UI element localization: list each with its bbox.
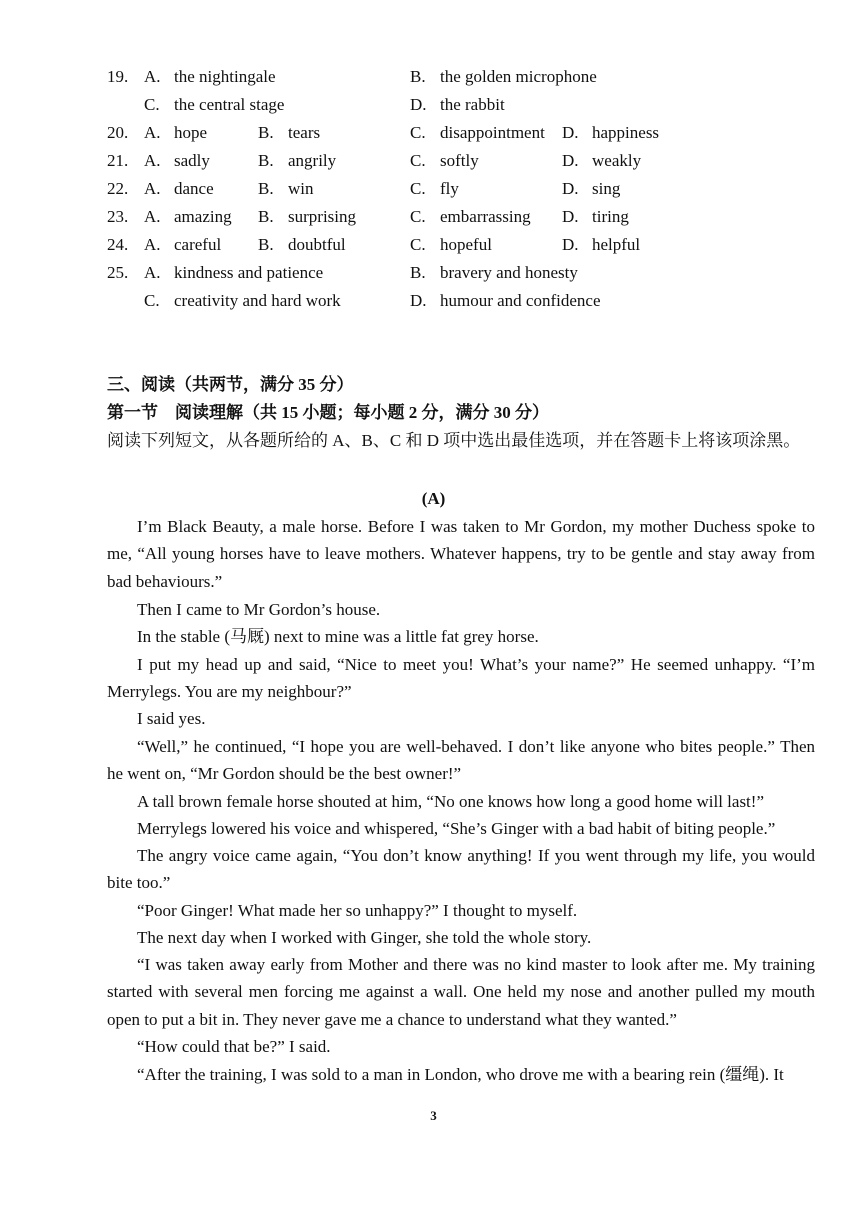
answer-option	[144, 261, 323, 285]
option-letter: D.	[410, 291, 427, 310]
answer-option	[410, 289, 601, 313]
answer-option	[258, 205, 356, 229]
section-instruction: 阅读下列短文，从各题所给的 A、B、C 和 D 项中选出最佳选项，并在答题卡上将该项涂黑。	[107, 431, 801, 450]
option-text: kindness and patience	[174, 263, 324, 282]
passage-paragraph: A tall brown female horse shouted at him, “No one knows how long a good home will last!”	[137, 792, 764, 811]
option-text: fly	[440, 179, 459, 198]
answer-option	[144, 93, 284, 117]
option-letter: B.	[258, 151, 274, 170]
option-text: humour and confidence	[440, 291, 601, 310]
answer-option	[144, 65, 276, 89]
option-text: weakly	[592, 151, 642, 170]
question-number: 20.	[107, 123, 129, 142]
answer-option	[410, 261, 578, 285]
answer-option	[410, 121, 545, 145]
passage-paragraph: “I was taken away early from Mother and there was no kind master to look after me. My training started with several men forcing me against a wall. One held my nose and another pulled my mouth open to put a bit in. They never gave me a chance to understand what they wanted.”	[107, 955, 815, 1029]
answer-option	[410, 177, 459, 201]
answer-option	[144, 121, 207, 145]
answer-option	[562, 177, 620, 201]
option-letter: B.	[258, 123, 274, 142]
option-letter: C.	[144, 95, 160, 114]
option-letter: D.	[562, 151, 579, 170]
option-text: amazing	[174, 207, 232, 226]
option-text: the rabbit	[440, 95, 505, 114]
option-letter: C.	[410, 151, 426, 170]
option-letter: B.	[258, 235, 274, 254]
option-letter: C.	[410, 207, 426, 226]
page-number: 3	[430, 1108, 437, 1123]
passage-paragraph: “How could that be?” I said.	[137, 1037, 331, 1056]
answer-option	[562, 149, 641, 173]
option-letter: A.	[144, 207, 161, 226]
answer-option	[144, 205, 232, 229]
answer-option	[410, 65, 597, 89]
option-letter: B.	[410, 67, 426, 86]
option-letter: C.	[410, 235, 426, 254]
option-text: softly	[440, 151, 479, 170]
option-text: hopeful	[440, 235, 492, 254]
passage-paragraph: I said yes.	[137, 709, 206, 728]
option-text: happiness	[592, 123, 660, 142]
option-letter: A.	[144, 123, 161, 142]
option-letter: C.	[410, 179, 426, 198]
question-number: 21.	[107, 151, 129, 170]
option-letter: A.	[144, 67, 161, 86]
passage-paragraph: “Poor Ginger! What made her so unhappy?” I thought to myself.	[137, 901, 578, 920]
option-letter: A.	[144, 263, 161, 282]
answer-option	[562, 233, 640, 257]
option-letter: B.	[258, 179, 274, 198]
answer-option	[410, 93, 505, 117]
option-text: hope	[174, 123, 208, 142]
option-text: angrily	[288, 151, 337, 170]
option-letter: D.	[562, 179, 579, 198]
passage-paragraph: “Well,” he continued, “I hope you are well-behaved. I don’t like anyone who bites people.” Then he went on, “Mr Gordon should be the best owner!”	[107, 737, 815, 784]
answer-option	[410, 233, 492, 257]
option-letter: D.	[562, 235, 579, 254]
option-text: bravery and honesty	[440, 263, 578, 282]
passage-paragraph: I’m Black Beauty, a male horse. Before I was taken to Mr Gordon, my mother Duchess spoke to me, “All young horses have to leave mothers. Whatever happens, try to be gentle and stay away from bad behaviours.”	[107, 517, 815, 591]
question-number: 24.	[107, 235, 129, 254]
option-text: tears	[288, 123, 321, 142]
option-letter: B.	[258, 207, 274, 226]
option-text: sadly	[174, 151, 210, 170]
answer-option	[258, 177, 314, 201]
answer-option	[258, 149, 336, 173]
option-text: dance	[174, 179, 214, 198]
option-text: the nightingale	[174, 67, 276, 86]
option-letter: B.	[410, 263, 426, 282]
answer-option	[410, 205, 531, 229]
question-number: 19.	[107, 67, 129, 86]
passage-paragraph: Merrylegs lowered his voice and whispered, “She’s Ginger with a bad habit of biting people.”	[137, 819, 776, 838]
option-letter: C.	[410, 123, 426, 142]
option-text: embarrassing	[440, 207, 531, 226]
answer-option	[562, 205, 629, 229]
answer-option	[258, 121, 320, 145]
option-text: the central stage	[174, 95, 285, 114]
option-text: tiring	[592, 207, 629, 226]
question-number: 22.	[107, 179, 129, 198]
option-text: disappointment	[440, 123, 545, 142]
option-letter: C.	[144, 291, 160, 310]
passage-paragraph: The angry voice came again, “You don’t know anything! If you went through my life, you would bite too.”	[107, 846, 815, 893]
answer-option	[144, 177, 214, 201]
option-letter: D.	[562, 123, 579, 142]
question-number: 23.	[107, 207, 129, 226]
option-letter: D.	[562, 207, 579, 226]
option-text: doubtful	[288, 235, 346, 254]
answer-option	[144, 289, 341, 313]
option-text: win	[288, 179, 314, 198]
section-heading: 三、阅读（共两节，满分 35 分）	[107, 375, 354, 394]
option-letter: A.	[144, 151, 161, 170]
passage-paragraph: Then I came to Mr Gordon’s house.	[137, 600, 381, 619]
option-letter: A.	[144, 235, 161, 254]
passage-paragraph: I put my head up and said, “Nice to meet you! What’s your name?” He seemed unhappy. “I’m Merrylegs. You are my neighbour?”	[107, 655, 815, 702]
answer-option	[144, 149, 210, 173]
option-letter: D.	[410, 95, 427, 114]
passage-paragraph: In the stable (马厩) next to mine was a little fat grey horse.	[137, 627, 539, 646]
answer-option	[144, 233, 221, 257]
option-text: creativity and hard work	[174, 291, 341, 310]
passage-paragraph: “After the training, I was sold to a man in London, who drove me with a bearing rein (缰绳). It	[137, 1065, 784, 1084]
answer-option	[410, 149, 479, 173]
option-text: careful	[174, 235, 222, 254]
option-text: sing	[592, 179, 621, 198]
answer-option	[562, 121, 659, 145]
answer-option	[258, 233, 346, 257]
option-text: the golden microphone	[440, 67, 597, 86]
option-text: helpful	[592, 235, 641, 254]
option-letter: A.	[144, 179, 161, 198]
question-number: 25.	[107, 263, 129, 282]
passage-title: (A)	[421, 489, 446, 508]
passage-paragraph: The next day when I worked with Ginger, she told the whole story.	[137, 928, 592, 947]
option-text: surprising	[288, 207, 356, 226]
section-subheading: 第一节 阅读理解（共 15 小题；每小题 2 分，满分 30 分）	[107, 403, 549, 422]
